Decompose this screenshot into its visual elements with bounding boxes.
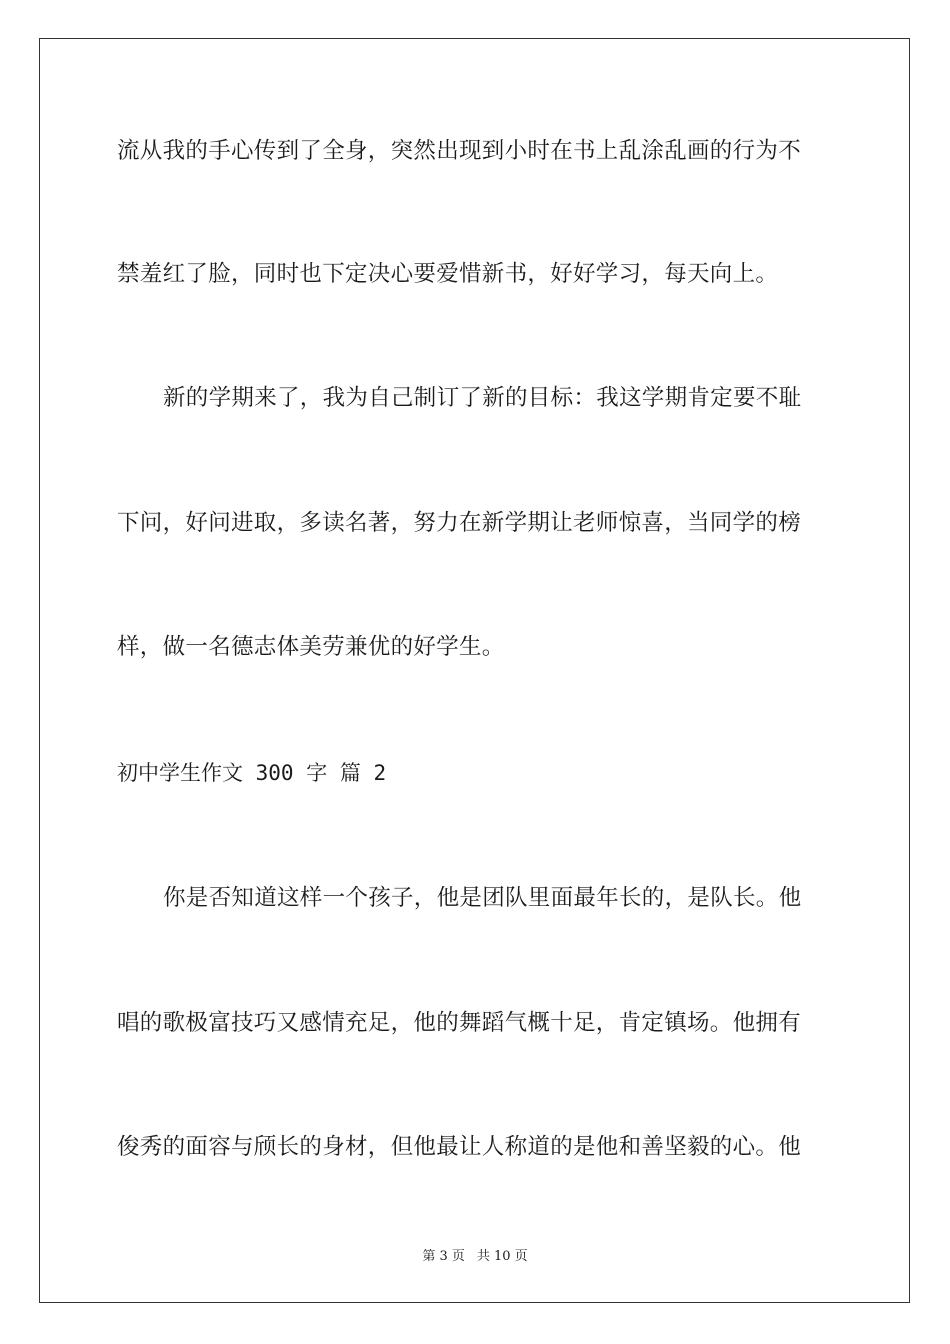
paragraph-line-1: 流从我的手心传到了全身，突然出现到小时在书上乱涂乱画的行为不 xyxy=(117,138,802,164)
paragraph-line-4: 下问，好问进取，多读名著，努力在新学期让老师惊喜，当同学的榜 xyxy=(117,510,802,536)
page-total: 共 10 页 xyxy=(476,1249,528,1264)
page-number: 第 3 页 xyxy=(422,1249,465,1264)
paragraph-line-3: 新的学期来了，我为自己制订了新的目标：我这学期肯定要不耻 xyxy=(163,385,802,411)
page-border xyxy=(39,38,910,1303)
section-heading: 初中学生作文 300 字 篇 2 xyxy=(117,761,387,785)
paragraph-line-8: 俊秀的面容与颀长的身材，但他最让人称道的是他和善坚毅的心。他 xyxy=(117,1134,802,1160)
page-footer xyxy=(0,1248,950,1266)
paragraph-line-2: 禁羞红了脸，同时也下定决心要爱惜新书，好好学习，每天向上。 xyxy=(117,261,779,287)
paragraph-line-6: 你是否知道这样一个孩子，他是团队里面最年长的，是队长。他 xyxy=(163,885,802,911)
paragraph-line-5: 样，做一名德志体美劳兼优的好学生。 xyxy=(117,634,505,660)
paragraph-line-7: 唱的歌极富技巧又感情充足，他的舞蹈气概十足，肯定镇场。他拥有 xyxy=(117,1010,802,1036)
